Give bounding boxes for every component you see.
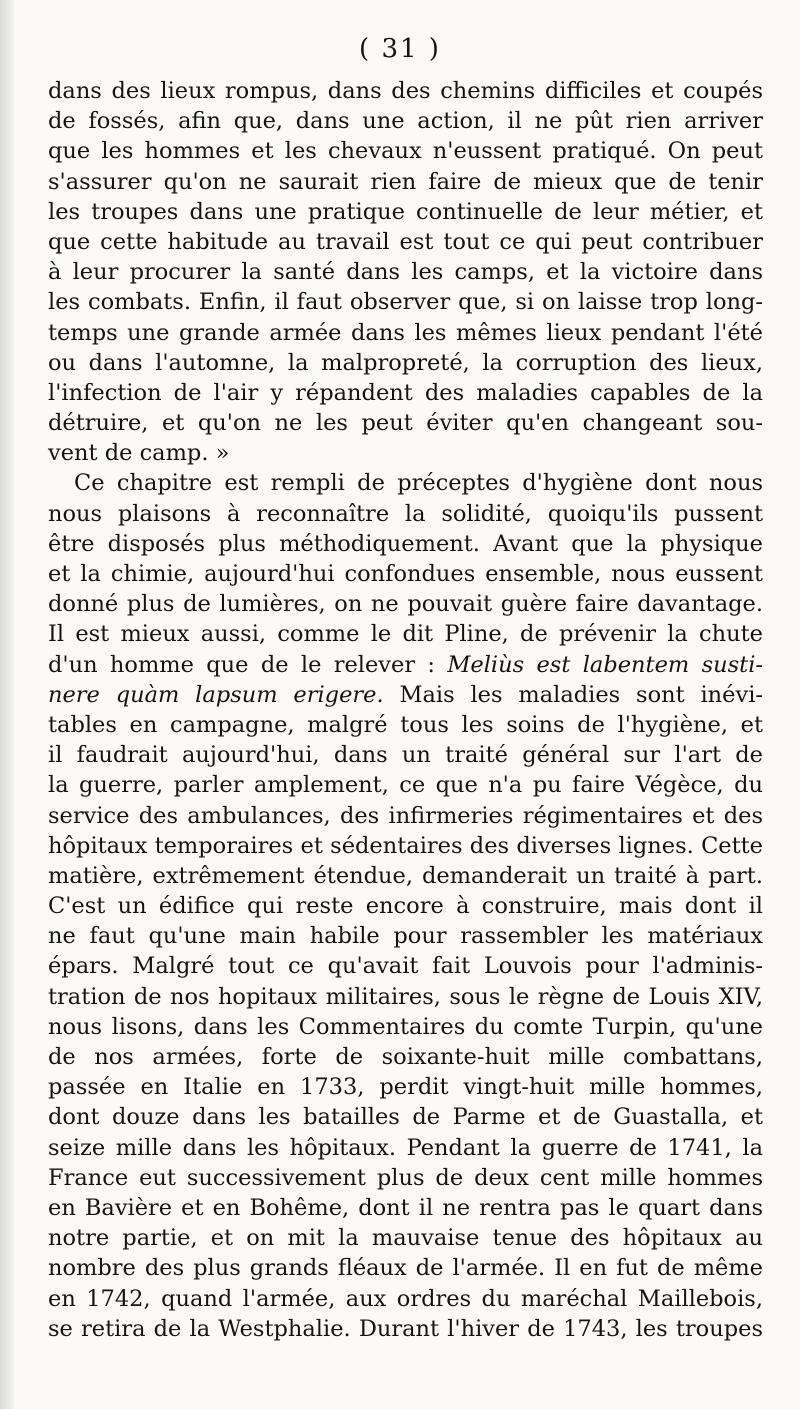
text-line [48, 1042, 763, 1072]
line-text: Ce chapitre est rempli de préceptes d'hygiène dont nous [74, 470, 763, 497]
line-text: France eut successivement plus de deux cent mille hommes [48, 1164, 763, 1191]
text-line [48, 740, 763, 770]
line-text: de nos armées, forte de soixante-huit mille combattans, [48, 1044, 763, 1070]
text-line [48, 76, 763, 106]
line-text: les combats. Enfin, il faut observer que, si on laisse trop long- [48, 289, 763, 316]
text-line [48, 1314, 763, 1344]
latin-quotation: Meliùs est labentem susti- [447, 651, 763, 678]
text-line [48, 559, 763, 589]
line-text: s'assurer qu'on ne saurait rien faire de mieux que de tenir [48, 168, 763, 195]
line-text: être disposés plus méthodiquement. Avant que la physique [48, 530, 763, 557]
line-text: que cette habitude au travail est tout ce qui peut contribuer [48, 228, 763, 255]
text-line [48, 1072, 763, 1102]
text-line [48, 1284, 763, 1314]
body-text [48, 76, 763, 1344]
text-line [48, 861, 763, 891]
line-text: nous plaisons à reconnaître la solidité, quoiqu'ils pussent [48, 500, 763, 527]
text-line [48, 1193, 763, 1223]
text-line [48, 167, 763, 197]
text-line [48, 468, 763, 498]
text-line [48, 287, 763, 317]
text-line [48, 438, 763, 468]
page-edge-shadow [0, 0, 14, 1409]
text-line [48, 951, 763, 981]
line-text: de fossés, afin que, dans une action, il ne pût rien arriver [48, 108, 763, 135]
line-text: les troupes dans une pratique continuelle de leur métier, et [48, 198, 763, 225]
line-text: détruire, et qu'on ne les peut éviter qu'en changeant sou- [48, 410, 763, 437]
line-text: Il est mieux aussi, comme le dit Pline, de prévenir la chute [48, 621, 763, 648]
text-line [48, 408, 763, 438]
line-text: dans des lieux rompus, dans des chemins difficiles et coupés [48, 78, 763, 104]
line-text: ou dans l'automne, la malpropreté, la corruption des lieux, [48, 349, 763, 376]
line-text: il faudrait aujourd'hui, dans un traité général sur l'art de [48, 742, 763, 769]
text-line [48, 136, 763, 166]
page-number: ( 31 ) [359, 34, 441, 64]
line-text: passée en Italie en 1733, perdit vingt-huit mille hommes, [48, 1074, 763, 1101]
line-text: donné plus de lumières, on ne pouvait guère faire davantage. [48, 591, 763, 618]
text-line [48, 680, 763, 710]
line-text: épars. Malgré tout ce qu'avait fait Louvois pour l'adminis- [48, 953, 763, 980]
line-text: service des ambulances, des infirmeries régimentaires et des [48, 802, 763, 829]
text-line [48, 348, 763, 378]
text-line [48, 1102, 763, 1132]
text-line [48, 801, 763, 831]
text-line [48, 1253, 763, 1283]
text-line [48, 1163, 763, 1193]
text-line [48, 921, 763, 951]
text-line [48, 378, 763, 408]
line-text: à leur procurer la santé dans les camps, et la victoire dans [48, 259, 763, 286]
text-line [48, 619, 763, 649]
line-text: nous lisons, dans les Commentaires du comte Turpin, qu'une [48, 1013, 763, 1040]
text-line [48, 197, 763, 227]
text-line [48, 982, 763, 1012]
line-text: la guerre, parler amplement, ce que n'a pu faire Végèce, du [48, 772, 763, 799]
text-line [48, 770, 763, 800]
text-line [48, 499, 763, 529]
text-line [48, 1012, 763, 1042]
line-text: tration de nos hopitaux militaires, sous le règne de Louis XIV, [48, 983, 763, 1010]
text-line [48, 1133, 763, 1163]
line-text: en Bavière et en Bohême, dont il ne rentra pas le quart dans [48, 1194, 763, 1221]
text-line [48, 891, 763, 921]
text-line [48, 710, 763, 740]
line-text: se retira de la Westphalie. Durant l'hiver de 1743, les troupes [48, 1315, 763, 1342]
line-text: en 1742, quand l'armée, aux ordres du maréchal Maillebois, [48, 1285, 763, 1312]
line-text: l'infection de l'air y répandent des maladies capables de la [48, 379, 763, 406]
text-line [48, 529, 763, 559]
line-text: hôpitaux temporaires et sédentaires des diverses lignes. Cette [48, 832, 763, 859]
line-text: Mais les maladies sont inévi- [383, 681, 763, 708]
line-text: que les hommes et les chevaux n'eussent pratiqué. On peut [48, 138, 763, 165]
line-text: et la chimie, aujourd'hui confondues ensemble, nous eussent [48, 561, 763, 587]
text-line [48, 1223, 763, 1253]
line-text: C'est un édifice qui reste encore à construire, mais dont il [48, 893, 763, 920]
text-line [48, 589, 763, 619]
line-text: temps une grande armée dans les mêmes lieux pendant l'été [48, 319, 763, 346]
line-text: nombre des plus grands fléaux de l'armée. Il en fut de même [48, 1255, 763, 1282]
text-line [48, 318, 763, 348]
text-line [48, 106, 763, 136]
line-text: tables en campagne, malgré tous les soins de l'hygiène, et [48, 711, 763, 738]
latin-quotation: nere quàm lapsum erigere. [48, 681, 384, 708]
text-line [48, 831, 763, 861]
line-text: dont douze dans les batailles de Parme et de Guastalla, et [48, 1104, 763, 1131]
line-text: notre partie, et on mit la mauvaise tenue des hôpitaux au [48, 1225, 763, 1252]
text-line [48, 257, 763, 287]
line-text: vent de camp. » [48, 440, 230, 467]
text-line [48, 650, 763, 680]
line-text: matière, extrêmement étendue, demanderait un traité à part. [48, 862, 763, 889]
text-line [48, 227, 763, 257]
line-text: ne faut qu'une main habile pour rassembler les matériaux [48, 923, 763, 950]
line-text: seize mille dans les hôpitaux. Pendant la guerre de 1741, la [48, 1134, 763, 1161]
line-text: d'un homme que de le relever : [48, 651, 448, 678]
